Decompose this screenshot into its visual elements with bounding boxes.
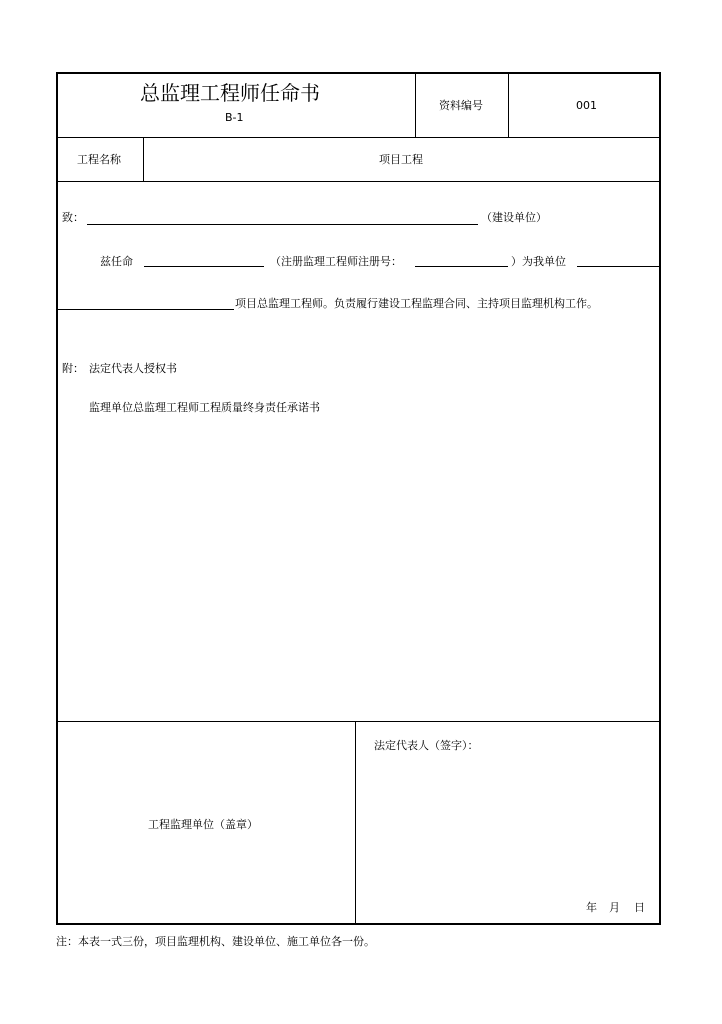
doc-no-divider [508,72,509,137]
date-day: 日 [634,901,645,914]
date-year: 年 [586,901,597,914]
our-unit-label: ）为我单位 [511,255,566,268]
to-blank-line[interactable] [87,224,478,225]
appoint-label: 兹任命 [100,255,133,268]
unit-seal-label: 工程监理单位（盖章） [148,818,258,831]
legal-rep-label: 法定代表人（签字）： [374,739,479,752]
project-blank-line[interactable] [56,309,234,310]
reg-no-blank-line[interactable] [415,266,508,267]
title-cell-divider [415,72,416,137]
page-title: 总监理工程师任命书 [140,81,320,105]
form-code: B-1 [225,111,244,124]
to-suffix: （建设单位） [481,211,547,224]
appointee-blank-line[interactable] [144,266,264,267]
form-frame [56,72,661,925]
attach-label: 附： [62,362,84,375]
doc-no-label: 资料编号 [439,99,483,112]
doc-no-value[interactable]: 001 [576,99,597,112]
date-month: 月 [609,901,620,914]
project-label-divider [143,137,144,181]
footer-note: 注：本表一式三份，项目监理机构、建设单位、施工单位各一份。 [56,935,375,948]
project-name-value[interactable]: 项目工程 [379,153,423,166]
attach-item-1: 法定代表人授权书 [89,362,177,375]
signature-divider [56,721,661,722]
project-name-label: 工程名称 [77,153,121,166]
signature-col-divider [355,721,356,925]
to-label: 致： [62,211,84,224]
unit-blank-line[interactable] [577,266,661,267]
duty-text: 项目总监理工程师。负责履行建设工程监理合同、主持项目监理机构工作。 [235,297,598,310]
header-divider [56,137,661,138]
reg-no-label: （注册监理工程师注册号： [270,255,402,268]
project-row-divider [56,181,661,182]
attach-item-2: 监理单位总监理工程师工程质量终身责任承诺书 [89,401,320,414]
